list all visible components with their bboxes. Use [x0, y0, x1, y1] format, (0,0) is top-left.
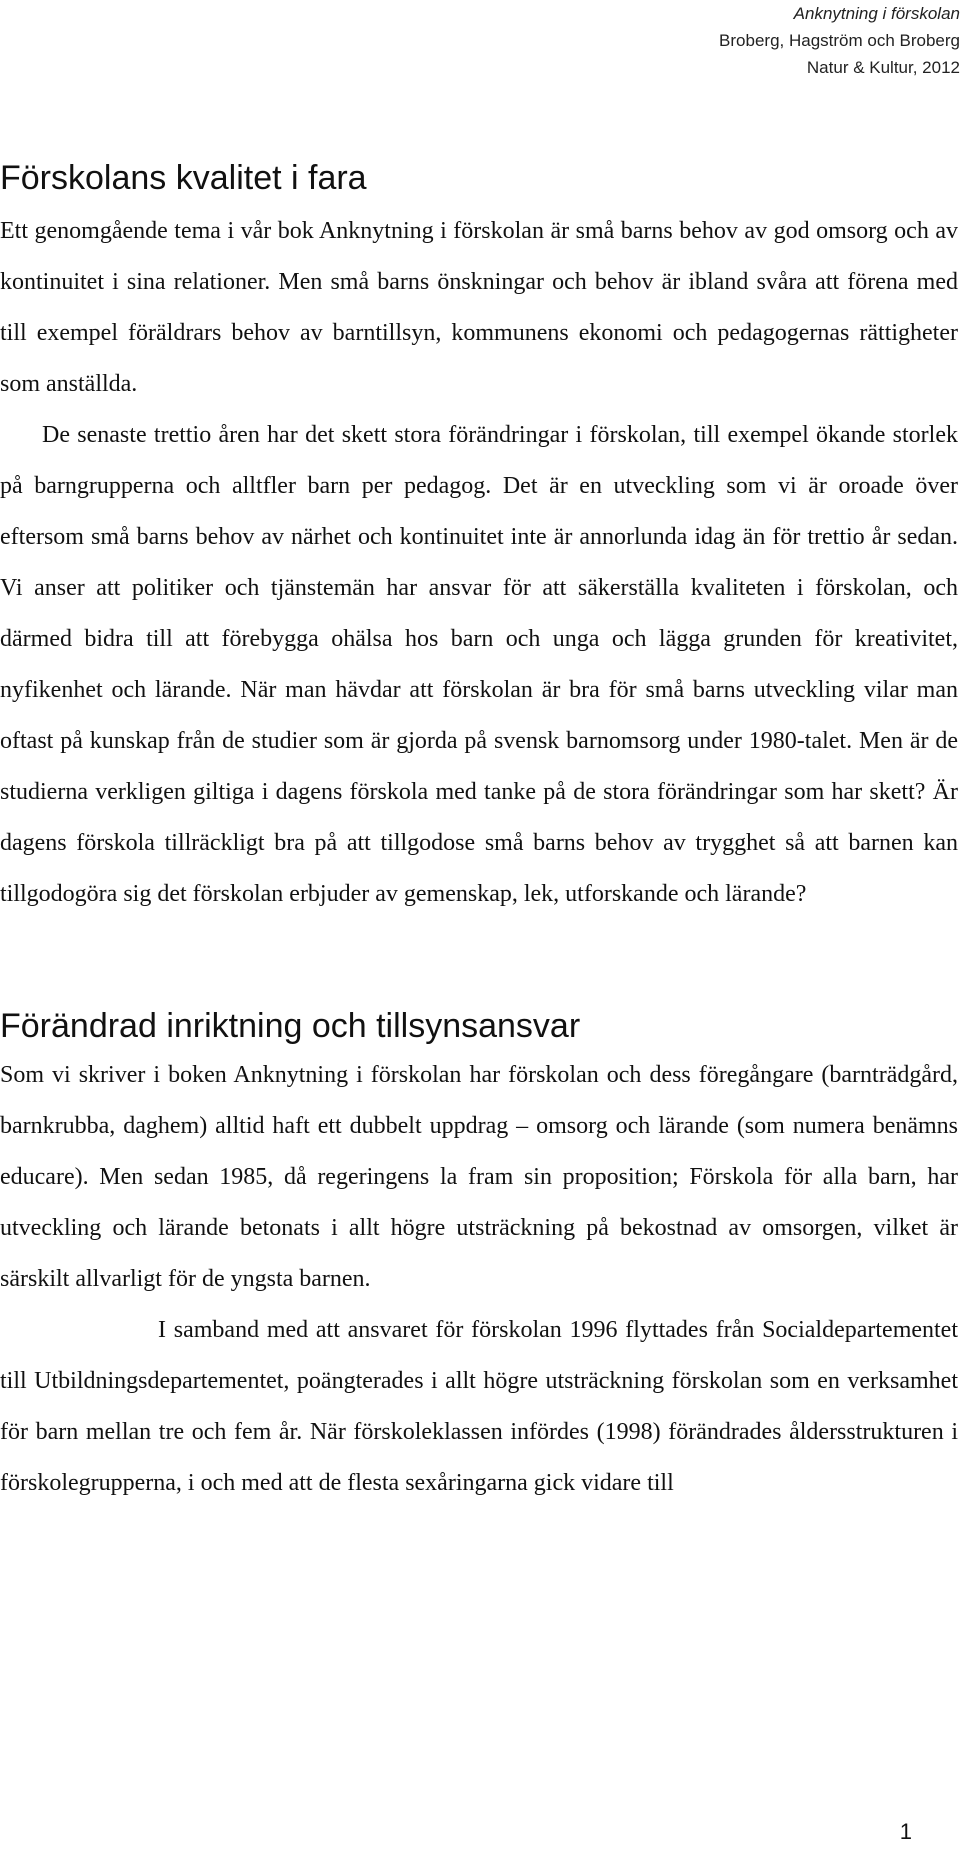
running-header [540, 0, 960, 81]
section-spacer [0, 920, 958, 1006]
paragraph: Som vi skriver i boken Anknytning i förskolan har förskolan och dess föregångare (barnträdgård, barnkrubba, daghem) alltid haft ett dubbelt uppdrag – omsorg och lärande (som numera benämns educare). Men sedan 1985, då regeringens la fram sin proposition; Förskola för alla barn, har utveckling och lärande betonats i allt högre utsträckning på bekostnad av omsorgen, vilket är särskilt allvarligt för de yngsta barnen. [0, 1062, 958, 1292]
header-book-title: Anknytning i förskolan [793, 4, 960, 23]
paragraph: De senaste trettio åren har det skett stora förändringar i förskolan, till exempel ökande storlek på barngrupperna och alltfler barn per pedagog. Det är en utveckling som vi är oroade över eftersom små barns behov av närhet och kontinuitet inte är annorlunda idag än för trettio år sedan. Vi anser att politiker och tjänstemän har ansvar för att säkerställa kvaliteten i förskolan, och därmed bidra till att förebygga ohälsa hos barn och unga och lägga grunden för kreativitet, nyfikenhet och lärande. När man hävdar att förskolan är bra för små barns utveckling vilar man oftast på kunskap från de studier som är gjorda på svensk barnomsorg under 1980-talet. Men är de studierna verkligen giltiga i dagens förskola med tanke på de stora förändringar som har skett? Är dagens förskola tillräckligt bra på att tillgodose små barns behov av trygghet så att barnen kan tillgodogöra sig det förskolan erbjuder av gemenskap, lek, utforskande och lärande? [0, 422, 958, 907]
paragraph: I samband med att ansvaret för förskolan 1996 flyttades från Socialdepartementet till Utbildningsdepartementet, poängterades i allt högre utsträckning förskolan som en verksamhet för barn mellan tre och fem år. När förskoleklassen infördes (1998) förändrades åldersstrukturen i förskolegrupperna, i och med att de flesta sexåringarna gick vidare till [0, 1317, 958, 1496]
document-body [0, 158, 958, 1509]
paragraph: Ett genomgående tema i vår bok Anknytning i förskolan är små barns behov av god omsorg och av kontinuitet i sina relationer. Men små barns önskningar och behov är ibland svåra att förena med till exempel föräldrars behov av barntillsyn, kommunens ekonomi och pedagogernas rättigheter som anställda. [0, 218, 958, 397]
header-publisher: Natur & Kultur, 2012 [806, 58, 960, 77]
section-heading-orientation: Förändrad inriktning och tillsynsansvar [0, 1007, 581, 1045]
page-number: 1 [899, 1819, 912, 1844]
header-authors: Broberg, Hagström och Broberg [719, 31, 960, 50]
section-heading-quality: Förskolans kvalitet i fara [0, 159, 367, 197]
